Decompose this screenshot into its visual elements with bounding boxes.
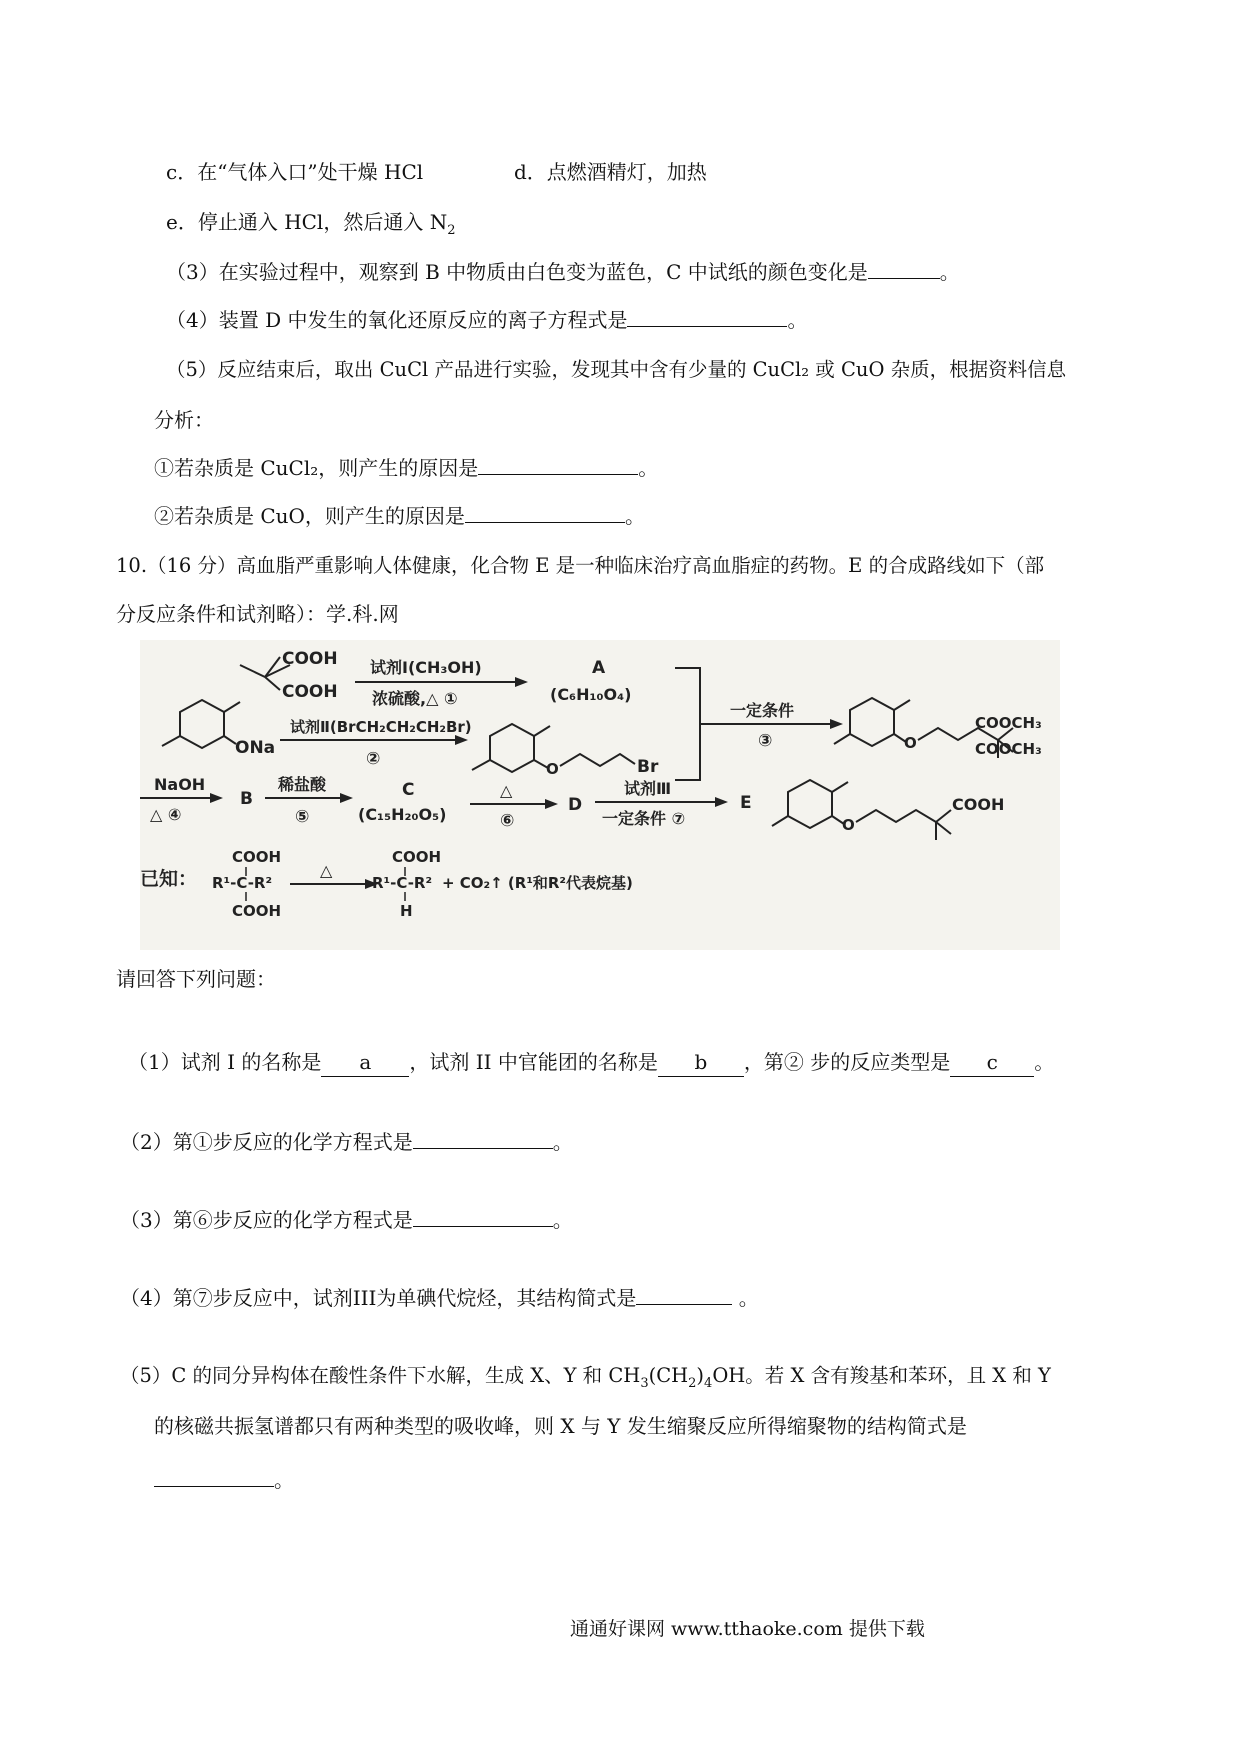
q10-part5-line1: （5）C 的同分异构体在酸性条件下水解，生成 X、Y 和 $CH_3(CH_2)_4OH$。若 X 含有羧基和苯环，且 X 和 Y [120,1364,1051,1391]
known-co2-note: + CO₂↑ (R¹和R²代表烷基) [442,874,633,892]
answer-blank[interactable] [413,1206,553,1227]
known-product: R¹-C-R² [372,874,433,892]
arrow-3-num: ③ [758,731,773,751]
compound-d-label: D [568,795,583,815]
arrow-1-top: 试剂Ⅰ(CH₃OH) [370,658,482,677]
answer-blank[interactable] [636,1284,732,1305]
known-reactant: R¹-C-R² [212,874,273,892]
answer-blank-b[interactable]: b [658,1048,744,1077]
q9-part4: （4）装置 D 中发生的氧化还原反应的离子方程式是 。 [166,308,808,332]
answer-blank[interactable] [868,258,940,279]
compound-b-label: B [240,789,253,809]
e-o-label: O [842,816,855,834]
q10-part2: （2）第①步反应的化学方程式是 。 [120,1130,573,1154]
q9-part5-line2: 分析： [154,408,214,432]
compound-c-label: C [402,780,415,800]
arrow-4-bottom: △ ④ [150,805,182,824]
q10-part4: （4）第⑦步反应中，试剂III为单碘代烷烃，其结构简式是 。 [120,1286,759,1310]
answer-blank[interactable] [478,454,638,475]
known-product-h: H [400,902,413,920]
answer-blank[interactable] [465,502,625,523]
arrow-3-top: 一定条件 [730,701,795,720]
q10-part5-line2: 的核磁共振氢谱都只有两种类型的吸收峰，则 X 与 Y 发生缩聚反应所得缩聚物的结构简式是 [154,1414,967,1438]
answer-blank-a[interactable]: a [321,1048,409,1077]
q10-prompt: 请回答下列问题： [116,967,276,991]
option-e: e．停止通入 HCl，然后通入 $N_2$ [166,210,456,238]
known-arrow-label: △ [320,861,333,880]
e-cooh-label: COOH [952,795,1005,814]
q10-part1: （1）试剂 I 的名称是 a ，试剂 II 中官能团的名称是 b ，第② 步的反应类型是 c 。 [128,1048,1054,1077]
answer-blank[interactable] [627,306,787,327]
diester-cooch3-bottom: COOCH₃ [975,740,1042,758]
page-footer: 通通好课网 www.tthaoke.com 提供下载 [570,1618,925,1640]
q9-part5-sub1: ①若杂质是 CuCl₂，则产生的原因是 。 [154,456,659,480]
q10-part3: （3）第⑥步反应的化学方程式是 。 [120,1208,573,1232]
ona-label: ONa [235,738,276,758]
q10-intro-line1: 10.（16 分）高血脂严重影响人体健康，化合物 E 是一种临床治疗高血脂症的药物。E 的合成路线如下（部 [116,554,1045,577]
diacid-cooh-top: COOH [282,649,338,669]
q10-part5-line3: 。 [154,1466,294,1494]
answer-blank[interactable] [413,1128,553,1149]
synthesis-scheme [140,640,1060,950]
q9-part5-line1: （5）反应结束后，取出 CuCl 产品进行实验，发现其中含有少量的 CuCl₂ 或 CuO 杂质，根据资料信息 [166,358,1067,381]
br-label: Br [637,757,659,777]
arrow-5-top: 稀盐酸 [278,775,327,794]
q9-part5-sub2: ②若杂质是 CuO，则产生的原因是 。 [154,504,645,528]
known-label: 已知： [140,868,198,890]
arrow-6-top: △ [500,781,513,800]
arrow-7-bottom: 一定条件 ⑦ [602,809,686,828]
diester-o-label: O [904,734,917,752]
arrow-7-top: 试剂Ⅲ [624,779,672,798]
arrow-4-top: NaOH [154,775,206,794]
arrow-5-num: ⑤ [295,807,310,827]
known-cooh-bottom: COOH [232,902,282,920]
q10-intro-line2: 分反应条件和试剂略）：学.科.网 [116,602,399,626]
arrow-6-num: ⑥ [500,811,515,831]
ether-o-label: O [546,760,559,778]
q9-part3: （3）在实验过程中，观察到 B 中物质由白色变为蓝色，C 中试纸的颜色变化是 。 [166,260,960,284]
arrow-2-num: ② [366,749,381,769]
compound-c-formula: (C₁₅H₂₀O₅) [358,805,447,824]
diacid-cooh-bottom: COOH [282,682,338,702]
compound-a-label: A [592,658,606,678]
answer-blank[interactable] [154,1466,274,1487]
known-product-cooh: COOH [392,848,442,866]
compound-a-formula: (C₆H₁₀O₄) [550,685,632,704]
diester-cooch3-top: COOCH₃ [975,714,1042,732]
arrow-2-top: 试剂Ⅱ(BrCH₂CH₂CH₂Br) [290,718,472,736]
answer-blank-c[interactable]: c [950,1048,1034,1077]
known-cooh-top: COOH [232,848,282,866]
option-d: d．点燃酒精灯，加热 [514,160,707,184]
option-c: c．在“气体入口”处干燥 HCl [166,160,424,184]
arrow-1-bottom: 浓硫酸,△ ① [372,689,458,708]
compound-e-label: E [740,793,752,813]
